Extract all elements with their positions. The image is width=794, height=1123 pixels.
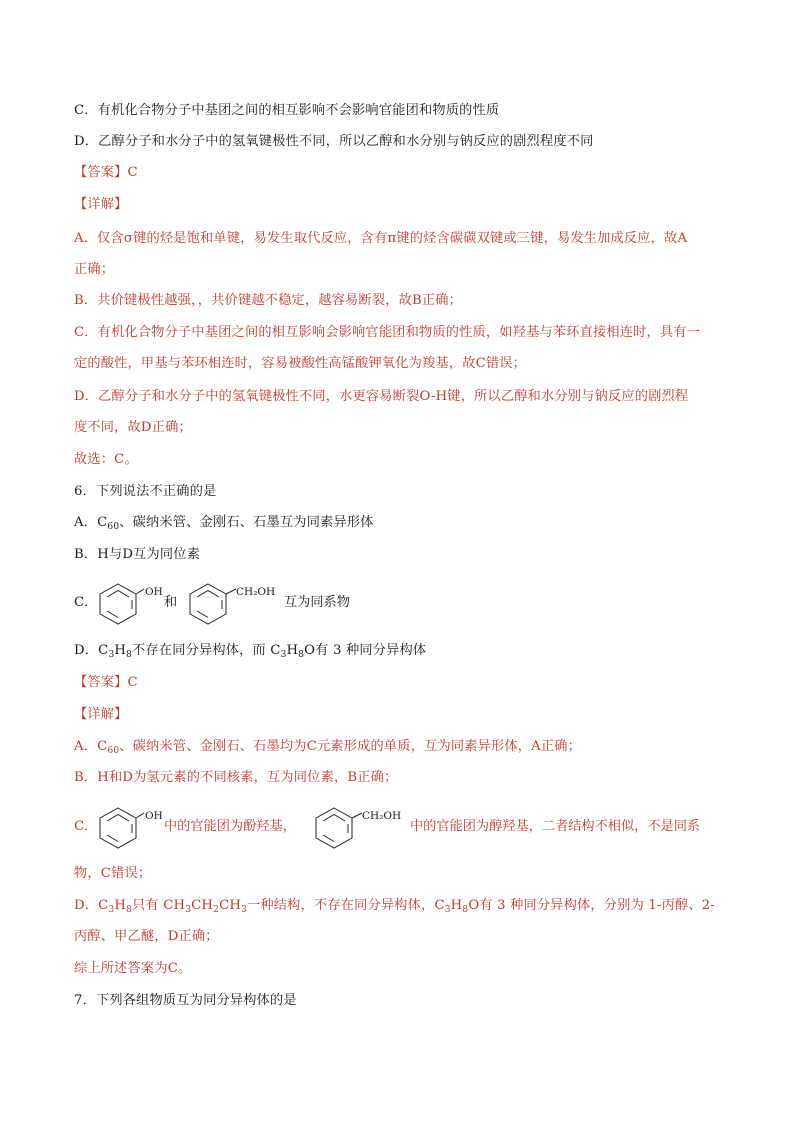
q6-answer: 【答案】C	[74, 675, 138, 690]
phenol-oh-detail-label: OH	[145, 810, 163, 822]
q6-detail-d-line1: D．$C_3H_8$只有 $CH_3CH_2CH_3$一种结构，不存在同分异构体，$C_3H_8O$有 3 种同分异构体，分别为 1-丙醇、2-	[74, 898, 716, 915]
benzyl-ch2oh-detail-label: CH₂OH	[362, 810, 402, 822]
q6-detail-a: A．$C_{60}$、碳纳米管、金刚石、石墨均为C元素形成的单质，互为同素异形体，A正确；	[74, 739, 582, 756]
benzyl-alcohol-structure-detail-icon	[312, 806, 364, 850]
q6-option-d: D．$C_3H_8$不存在同分异构体，而 $C_3H_8O$有 3 种同分异构体	[74, 643, 427, 660]
benzyl-ch2oh-label: CH₂OH	[236, 586, 276, 598]
q6-option-b: B．H与D互为同位素	[74, 547, 201, 562]
q6-option-c-and: 和	[164, 595, 178, 610]
phenol-oh-label: OH	[145, 586, 163, 598]
q6-detail-c-label: C．	[74, 819, 98, 834]
q6-detail-c-mid: 中的官能团为酚羟基，	[164, 819, 296, 834]
q5-detail-a-line2: 正确；	[74, 262, 115, 277]
q6-stem: 6．下列说法不正确的是	[74, 484, 217, 499]
q5-detail-d-line1: D．乙醇分子和水分子中的氢氧键极性不同，水更容易断裂O-H键，所以乙醇和水分别与钠反应的剧烈程	[74, 389, 689, 404]
q6-option-a: A．$C_{60}$、碳纳米管、金刚石、石墨互为同素异形体	[74, 515, 374, 532]
q6-option-c-label: C．	[74, 595, 98, 610]
q5-option-d: D．乙醇分子和水分子中的氢氧键极性不同，所以乙醇和水分别与钠反应的剧烈程度不同	[74, 134, 594, 149]
q6-option-c-tail: 互为同系物	[284, 595, 350, 610]
q6-detail-b: B．H和D为氢元素的不同核素，互为同位素，B正确；	[74, 770, 398, 785]
q5-detail-d-line2: 度不同，故D正确；	[74, 420, 192, 435]
q5-detail-a-line1: A．仅含σ键的烃是饱和单键，易发生取代反应，含有π键的烃含碳碳双键或三键，易发生加成反应，故A	[74, 231, 688, 246]
benzyl-alcohol-structure-icon	[186, 582, 238, 626]
q5-option-c: C．有机化合物分子中基团之间的相互影响不会影响官能团和物质的性质	[74, 103, 500, 118]
q6-detail-c-line2: 物，C错误；	[74, 866, 152, 881]
phenol-structure-icon	[96, 582, 146, 626]
q6-detail-heading: 【详解】	[74, 707, 128, 722]
q5-conclusion: 故选：C。	[74, 452, 138, 467]
q6-detail-d-line2: 丙醇、甲乙醚，D正确；	[74, 929, 219, 944]
phenol-structure-detail-icon	[96, 806, 146, 850]
q5-detail-b: B．共价键极性越强，，共价键越不稳定，越容易断裂，故B正确；	[74, 293, 463, 308]
q5-detail-c-line1: C．有机化合物分子中基团之间的相互影响会影响官能团和物质的性质，如羟基与苯环直接相连时，具有一	[74, 325, 701, 340]
q5-detail-c-line2: 定的酸性，甲基与苯环相连时，容易被酸性高锰酸钾氧化为羧基，故C错误；	[74, 356, 527, 371]
q5-answer: 【答案】C	[74, 165, 138, 180]
q5-detail-heading: 【详解】	[74, 197, 128, 212]
q6-conclusion: 综上所述答案为C。	[74, 961, 192, 976]
q7-stem: 7．下列各组物质互为同分异构体的是	[74, 993, 297, 1008]
q6-detail-c-tail: 中的官能团为醇羟基，二者结构不相似，不是同系	[410, 819, 701, 834]
